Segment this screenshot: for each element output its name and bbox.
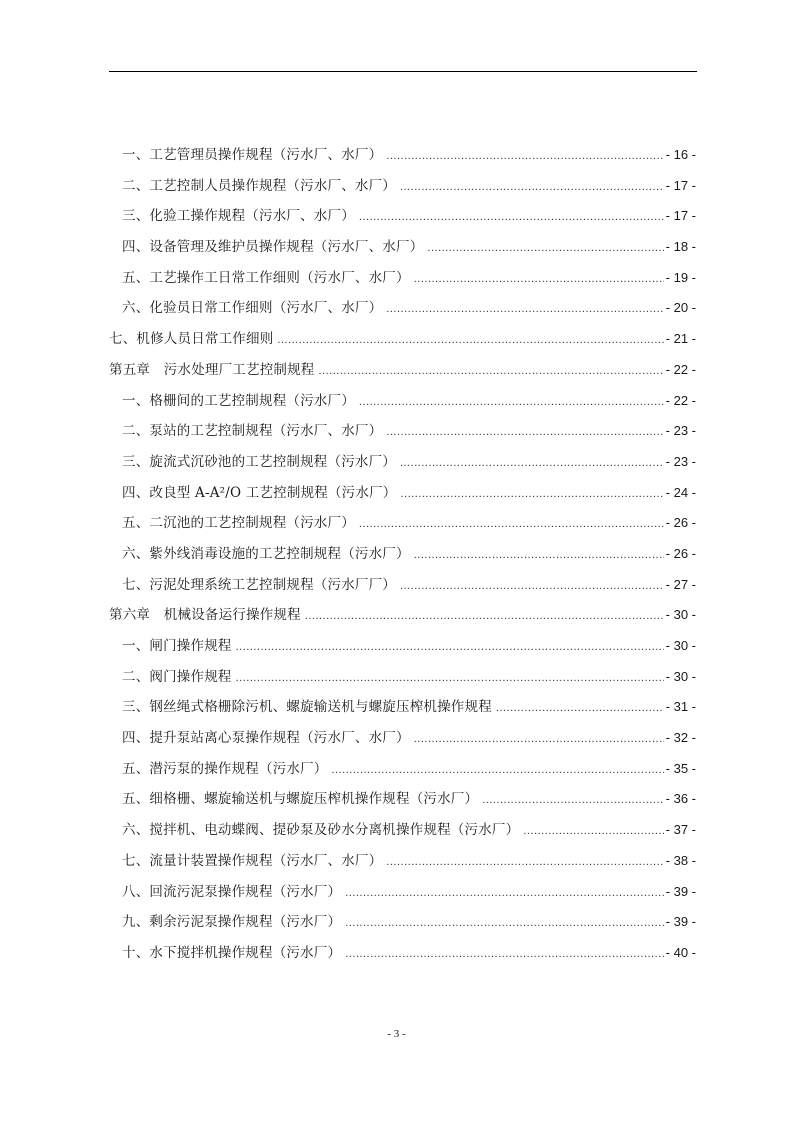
toc-entry-page: - 31 -: [665, 699, 696, 715]
toc-entry-page: - 16 -: [665, 147, 696, 162]
toc-entry-page: - 17 -: [665, 208, 696, 224]
toc-entry-title: 四、提升泵站离心泵操作规程（污水厂、水厂）: [122, 730, 410, 747]
toc-entry-page: - 17 -: [665, 177, 696, 193]
toc-entry[interactable]: [109, 943, 696, 974]
toc-leader-dots: [482, 790, 663, 810]
toc-entry-title: 三、钢丝绳式格栅除污机、螺旋输送机与螺旋压榨机操作规程: [122, 699, 492, 716]
toc-entry[interactable]: [109, 206, 696, 237]
toc-entry-title: 五、细格栅、螺旋输送机与螺旋压榨机操作规程（污水厂）: [122, 791, 479, 808]
toc-entry-title: 二、阀门操作规程: [122, 668, 232, 685]
toc-leader-dots: [400, 177, 664, 197]
toc-entry-title: 一、工艺管理员操作规程（污水厂、水厂）: [122, 147, 383, 163]
toc-entry-page: - 24 -: [665, 484, 696, 500]
toc-entry-page: - 39 -: [665, 883, 696, 899]
toc-leader-dots: [523, 821, 663, 841]
toc-leader-dots: [359, 207, 664, 227]
toc-entry[interactable]: [109, 728, 696, 759]
toc-leader-dots: [414, 545, 664, 565]
toc-leader-dots: [236, 637, 664, 657]
toc-entry[interactable]: [109, 298, 696, 329]
toc-entry[interactable]: [109, 483, 696, 514]
toc-entry-title: 六、搅拌机、电动蝶阀、提砂泵及砂水分离机操作规程（污水厂）: [122, 822, 520, 839]
toc-leader-dots: [414, 729, 664, 749]
toc-entry-page: - 23 -: [665, 423, 696, 439]
toc-entry-title: 五、工艺操作工日常工作细则（污水厂、水厂）: [122, 269, 410, 286]
toc-entry-page: - 36 -: [665, 791, 696, 807]
toc-entry-page: - 18 -: [665, 239, 696, 255]
toc-leader-dots: [359, 392, 664, 412]
toc-leader-dots: [386, 422, 663, 442]
toc-entry-page: - 37 -: [665, 822, 696, 838]
toc-entry-page: - 39 -: [665, 914, 696, 930]
toc-chapter-entry[interactable]: [109, 360, 696, 391]
toc-entry[interactable]: [109, 667, 696, 698]
toc-entry-title: 十、水下搅拌机操作规程（污水厂）: [122, 944, 342, 961]
toc-entry-page: - 38 -: [665, 852, 696, 868]
page-number: - 3 -: [387, 1028, 406, 1040]
toc-entry[interactable]: [109, 575, 696, 606]
toc-entry-title: 第六章 机械设备运行操作规程: [109, 607, 301, 624]
toc-entry[interactable]: [109, 145, 696, 176]
toc-entry[interactable]: [109, 636, 696, 667]
toc-entry-title: 三、化验工操作规程（污水厂、水厂）: [122, 208, 355, 225]
toc-leader-dots: [345, 883, 663, 903]
toc-leader-dots: [345, 944, 663, 964]
toc-entry[interactable]: [109, 513, 696, 544]
toc-entry-title: 一、闸门操作规程: [122, 638, 232, 654]
toc-entry[interactable]: [109, 391, 696, 422]
toc-entry[interactable]: [109, 452, 696, 483]
table-of-contents: [109, 145, 696, 974]
toc-entry-title: 六、紫外线消毒设施的工艺控制规程（污水厂）: [122, 545, 410, 562]
toc-entry[interactable]: [109, 176, 696, 207]
toc-entry-page: - 20 -: [665, 300, 696, 316]
toc-entry-title: 一、格栅间的工艺控制规程（污水厂）: [122, 392, 355, 409]
toc-entry-page: - 30 -: [665, 638, 696, 653]
toc-entry-title: 七、机修人员日常工作细则: [109, 331, 274, 348]
toc-leader-dots: [386, 299, 663, 319]
toc-entry[interactable]: [109, 421, 696, 452]
toc-entry-title: 三、旋流式沉砂池的工艺控制规程（污水厂）: [122, 453, 396, 470]
toc-entry[interactable]: [109, 268, 696, 299]
toc-entry-title: 五、潜污泵的操作规程（污水厂）: [122, 760, 328, 777]
toc-entry-title: 五、二沉池的工艺控制规程（污水厂）: [122, 515, 355, 532]
toc-leader-dots: [400, 484, 663, 504]
toc-leader-dots: [305, 606, 664, 626]
toc-leader-dots: [400, 453, 664, 473]
toc-entry[interactable]: [109, 544, 696, 575]
header-rule: [109, 71, 697, 72]
toc-entry[interactable]: [109, 697, 696, 728]
toc-entry-page: - 19 -: [665, 269, 696, 285]
toc-leader-dots: [386, 146, 663, 166]
toc-leader-dots: [359, 514, 664, 534]
toc-entry-page: - 40 -: [665, 944, 696, 960]
toc-entry-page: - 23 -: [665, 453, 696, 469]
toc-entry-page: - 32 -: [665, 730, 696, 746]
toc-entry-title: 九、剩余污泥泵操作规程（污水厂）: [122, 914, 342, 931]
toc-chapter-entry[interactable]: [109, 605, 696, 636]
toc-entry[interactable]: [109, 820, 696, 851]
toc-entry-title: 第五章 污水处理厂工艺控制规程: [109, 361, 315, 378]
toc-entry-page: - 30 -: [665, 607, 696, 623]
toc-entry[interactable]: [109, 329, 696, 360]
toc-leader-dots: [496, 698, 664, 718]
toc-leader-dots: [400, 576, 664, 596]
toc-leader-dots: [427, 238, 663, 258]
toc-leader-dots: [386, 852, 663, 872]
toc-entry-page: - 26 -: [665, 515, 696, 531]
toc-entry-title: 七、流量计装置操作规程（污水厂、水厂）: [122, 852, 383, 869]
toc-entry-page: - 21 -: [665, 331, 696, 347]
toc-leader-dots: [319, 361, 664, 381]
toc-leader-dots: [332, 760, 664, 780]
toc-entry-title: 二、泵站的工艺控制规程（污水厂、水厂）: [122, 423, 383, 440]
toc-entry-page: - 30 -: [665, 668, 696, 684]
toc-entry-page: - 22 -: [665, 361, 696, 377]
toc-leader-dots: [277, 330, 663, 350]
toc-entry[interactable]: [109, 882, 696, 913]
toc-entry[interactable]: [109, 237, 696, 268]
toc-leader-dots: [345, 913, 663, 933]
toc-entry[interactable]: [109, 789, 696, 820]
toc-entry-title: 八、回流污泥泵操作规程（污水厂）: [122, 883, 342, 900]
toc-entry-page: - 22 -: [665, 392, 696, 408]
toc-leader-dots: [236, 668, 664, 688]
toc-entry-page: - 35 -: [665, 760, 696, 776]
toc-entry-title: 七、污泥处理系统工艺控制规程（污水厂厂）: [122, 576, 396, 593]
toc-entry-title: 四、设备管理及维护员操作规程（污水厂、水厂）: [122, 239, 424, 256]
toc-entry[interactable]: [109, 912, 696, 943]
toc-entry[interactable]: [109, 851, 696, 882]
toc-entry-title: 六、化验员日常工作细则（污水厂、水厂）: [122, 300, 383, 317]
toc-entry-page: - 26 -: [665, 545, 696, 561]
toc-entry-title: 二、工艺控制人员操作规程（污水厂、水厂）: [122, 177, 396, 194]
toc-leader-dots: [414, 269, 664, 289]
toc-entry[interactable]: [109, 759, 696, 790]
toc-entry-title: 四、改良型 A-A²/O 工艺控制规程（污水厂）: [122, 484, 397, 501]
toc-entry-page: - 27 -: [665, 576, 696, 592]
